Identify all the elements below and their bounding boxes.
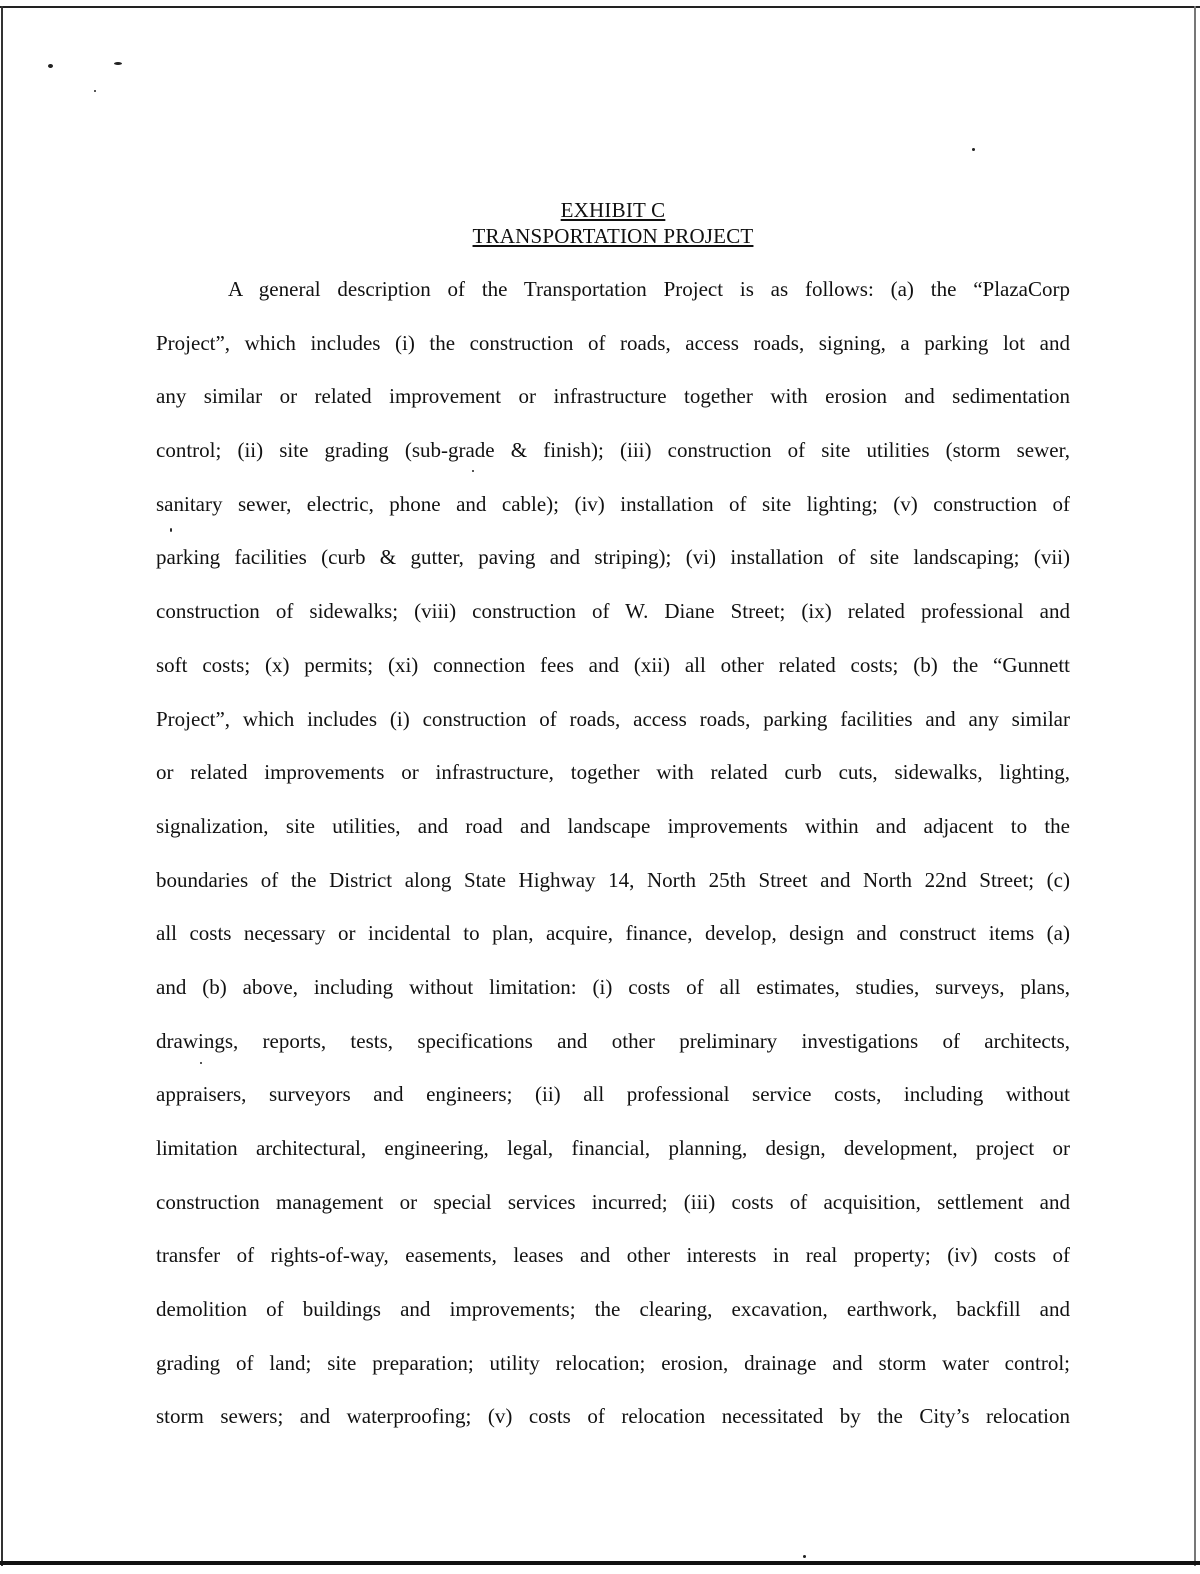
paragraph-line: appraisers, surveyors and engineers; (ii) all professional service costs, including without [156,1082,1070,1107]
description-paragraph [156,272,1070,1453]
paragraph-line: transfer of rights-of-way, easements, leases and other interests in real property; (iv) costs of [156,1243,1070,1268]
scan-speck [114,62,122,65]
scan-border-bottom [0,1561,1200,1565]
paragraph-line: limitation architectural, engineering, legal, financial, planning, design, development, project or [156,1136,1070,1160]
paragraph-line: storm sewers; and waterproofing; (v) costs of relocation necessitated by the City’s relocation [156,1404,1070,1429]
paragraph-line: signalization, site utilities, and road and landscape improvements within and adjacent to the [156,813,1070,838]
paragraph-line: and (b) above, including without limitation: (i) costs of all estimates, studies, surveys, plans, [156,974,1070,999]
paragraph-line: Project”, which includes (i) construction of roads, access roads, parking facilities and any similar [156,706,1070,731]
paragraph-line: boundaries of the District along State Highway 14, North 25th Street and North 22nd Street; (c) [156,867,1070,892]
paragraph-line: any similar or related improvement or infrastructure together with erosion and sedimentation [156,384,1070,409]
exhibit-title: EXHIBIT C [560,198,666,222]
paragraph-line: all costs necessary or incidental to plan, acquire, finance, develop, design and construct items (a) [156,921,1070,946]
exhibit-subtitle: TRANSPORTATION PROJECT [472,224,754,248]
paragraph-line: grading of land; site preparation; utility relocation; erosion, drainage and storm water control; [156,1350,1070,1375]
paragraph-line: drawings, reports, tests, specifications and other preliminary investigations of architects, [156,1028,1070,1053]
paragraph-line: soft costs; (x) permits; (xi) connection fees and (xii) all other related costs; (b) the “Gunnett [156,652,1070,677]
paragraph-line: or related improvements or infrastructure, together with related curb cuts, sidewalks, lighting, [156,760,1070,785]
scan-border-top [0,6,1200,8]
scan-speck [803,1555,806,1558]
scan-speck [94,90,96,92]
paragraph-line: parking facilities (curb & gutter, paving and striping); (vi) installation of site landscaping; (vii) [156,545,1070,570]
scan-speck [48,64,53,68]
paragraph-line: demolition of buildings and improvements; the clearing, excavation, earthwork, backfill and [156,1297,1070,1322]
paragraph-line: control; (ii) site grading (sub-grade & finish); (iii) construction of site utilities (storm sewer, [156,438,1070,463]
paragraph-line: construction of sidewalks; (viii) construction of W. Diane Street; (ix) related professional and [156,599,1070,624]
scan-speck [972,148,975,151]
paragraph-line: construction management or special services incurred; (iii) costs of acquisition, settlement and [156,1189,1070,1214]
paragraph-line: sanitary sewer, electric, phone and cable); (iv) installation of site lighting; (v) construction of [156,491,1070,516]
exhibit-heading [0,197,1200,249]
paragraph-line: Project”, which includes (i) the construction of roads, access roads, signing, a parking lot and [156,330,1070,355]
paragraph-line: A general description of the Transportation Project is as follows: (a) the “PlazaCorp [228,277,1070,301]
